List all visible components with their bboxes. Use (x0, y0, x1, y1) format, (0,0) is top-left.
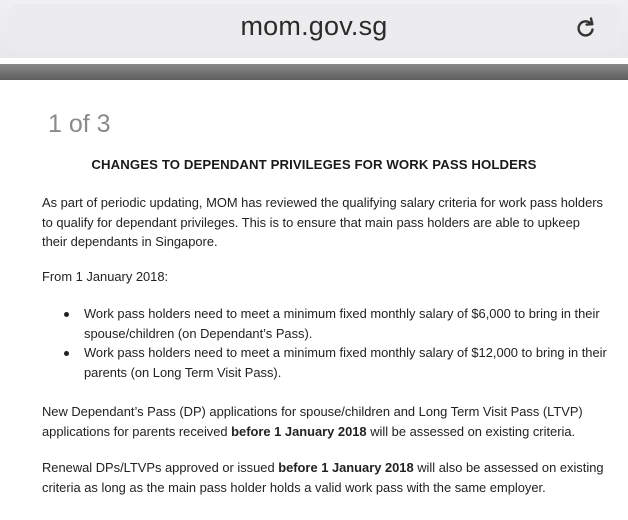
reload-icon[interactable] (574, 16, 598, 40)
document-title: CHANGES TO DEPENDANT PRIVILEGES FOR WORK PASS HOLDERS (91, 157, 537, 172)
bullet-icon (64, 351, 69, 356)
para4-text: Renewal DPs/LTVPs approved or issued (42, 460, 279, 475)
url-text: mom.gov.sg (240, 11, 388, 41)
url-field[interactable] (8, 4, 620, 50)
new-applications-paragraph (42, 402, 608, 441)
criteria-list (42, 304, 608, 382)
para4-emphasis: before 1 January 2018 (278, 460, 414, 475)
page-indicator: 1 of 3 (48, 110, 111, 138)
para3-text-end: will be assessed on existing criteria. (366, 423, 576, 439)
para3-text: New Dependant’s Pass (DP) applications for spouse/children and Long Term Visit Pass (LTVP) applications for parents received (42, 404, 583, 439)
browser-address-bar (0, 0, 628, 58)
intro-paragraph: As part of periodic updating, MOM has reviewed the qualifying salary criteria for work pass holders to qualify for dependant privileges. This is to ensure that main pass holders are able to upkeep their dependants in Singapore. (42, 195, 604, 249)
list-item (42, 304, 608, 343)
list-item-text: Work pass holders need to meet a minimum fixed monthly salary of $12,000 to bring in their parents (on Long Term Visit Pass). (84, 345, 607, 380)
toolbar-divider (0, 64, 628, 80)
list-item-text: Work pass holders need to meet a minimum fixed monthly salary of $6,000 to bring in their spouse/children (on Dependant’s Pass). (84, 306, 600, 341)
renewal-paragraph (42, 458, 608, 497)
para3-emphasis: before 1 January 2018 (231, 423, 367, 439)
para4-text-end: will also be assessed on existing criteria as long as the main pass holder holds a valid work pass with the same employer. (42, 460, 604, 495)
bullet-icon (64, 312, 69, 317)
list-item (42, 343, 608, 382)
effective-date-line: From 1 January 2018: (42, 269, 169, 284)
pdf-page (0, 80, 628, 520)
